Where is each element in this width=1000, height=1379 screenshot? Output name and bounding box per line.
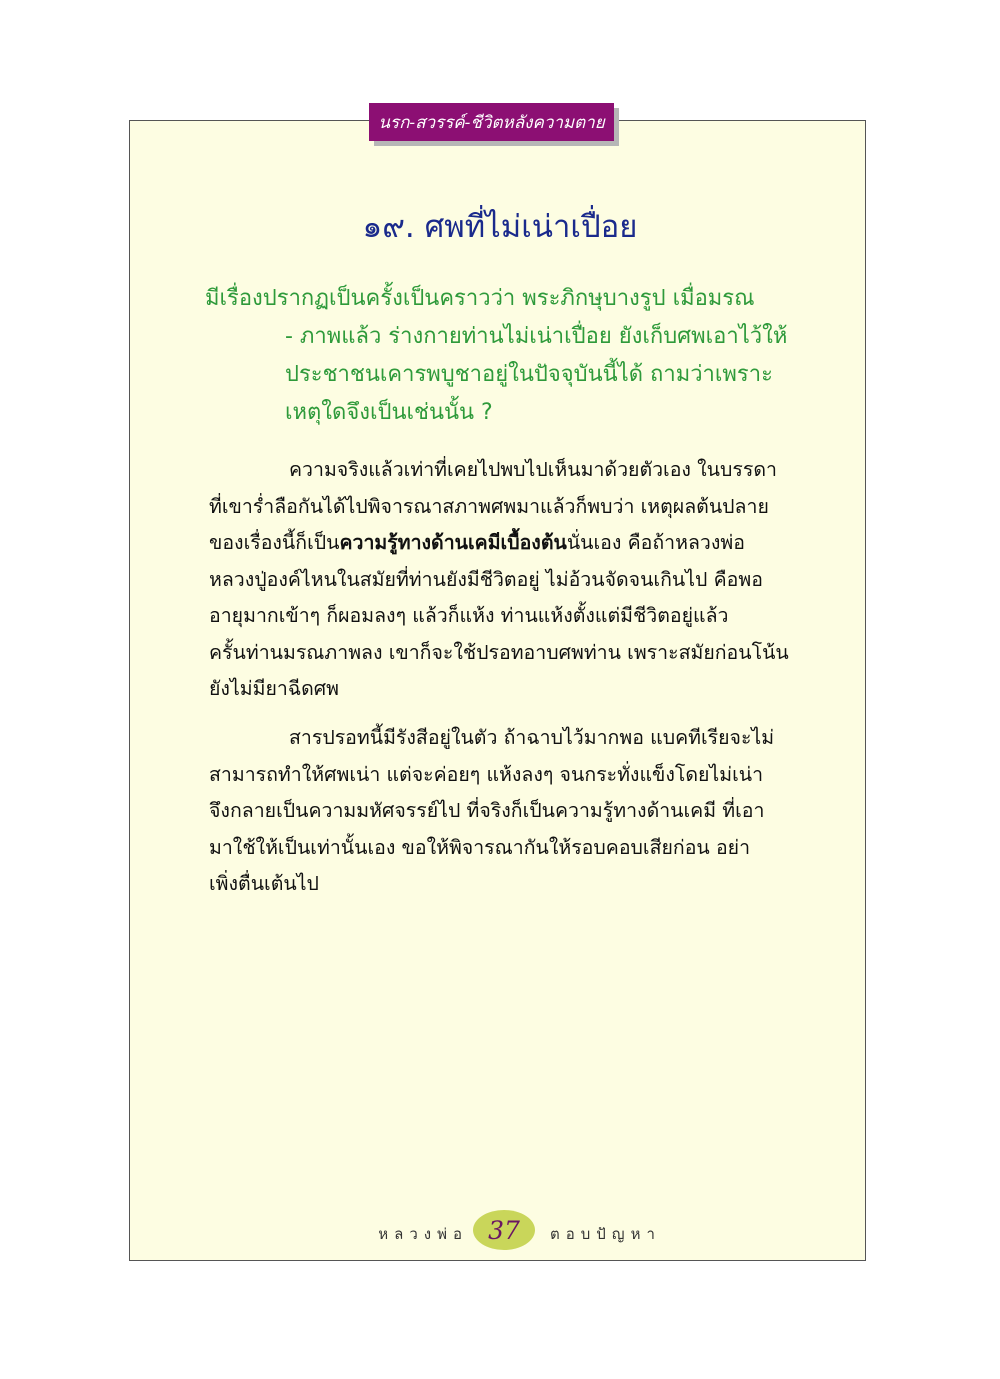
section-title: นรก-สวรรค์-ชีวิตหลังความตาย: [378, 112, 605, 133]
paragraph-line: ครั้นท่านมรณภาพลง เขาก็จะใช้ปรอทอาบศพท่าน เพราะสมัยก่อนโน้น: [209, 640, 789, 664]
paragraph-text: ของเรื่องนี้ก็เป็น: [209, 531, 340, 554]
question-block: [205, 280, 795, 432]
paragraph-line: ความจริงแล้วเท่าที่เคยไปพบไปเห็นมาด้วยตัวเอง ในบรรดา: [289, 458, 777, 481]
section-header-tab: [369, 103, 614, 141]
question-line: มีเรื่องปรากฏเป็นครั้งเป็นคราวว่า พระภิกษุบางรูป เมื่อมรณ: [205, 286, 755, 311]
page-footer: [300, 1208, 700, 1256]
page-number-badge: [473, 1210, 535, 1250]
question-line: - ภาพแล้ว ร่างกายท่านไม่เน่าเปื่อย ยังเก็บศพเอาไว้ให้: [285, 324, 788, 349]
paragraph-line: เพิ่งตื่นเต้นไป: [209, 872, 319, 895]
chapter-title: ๑๙. ศพที่ไม่เน่าเปื่อย: [362, 209, 638, 245]
question-line: ประชาชนเคารพบูชาอยู่ในปัจจุบันนี้ได้ ถามว่าเพราะ: [285, 362, 773, 387]
page-number: 37: [488, 1215, 520, 1245]
answer-paragraph-1: [209, 452, 801, 708]
footer-book-title-left: หลวงพ่อ: [378, 1225, 468, 1243]
paragraph-line: หลวงปู่องค์ไหนในสมัยที่ท่านยังมีชีวิตอยู่ ไม่อ้วนจัดจนเกินไป คือพอ: [209, 567, 763, 591]
paragraph-line: มาใช้ให้เป็นเท่านั้นเอง ขอให้พิจารณากันให้รอบคอบเสียก่อน อย่า: [209, 835, 751, 859]
footer-book-title-right: ตอบปัญหา: [550, 1225, 661, 1243]
question-line: เหตุใดจึงเป็นเช่นนั้น ?: [285, 400, 493, 425]
paragraph-line: อายุมากเข้าๆ ก็ผอมลงๆ แล้วก็แห้ง ท่านแห้งตั้งแต่มีชีวิตอยู่แล้ว: [209, 604, 729, 627]
paragraph-line: ที่เขาร่ำลือกันได้ไปพิจารณาสภาพศพมาแล้วก็พบว่า เหตุผลต้นปลาย: [209, 494, 769, 518]
answer-paragraph-2: [209, 720, 801, 903]
paragraph-line: ยังไม่มียาฉีดศพ: [209, 677, 340, 700]
paragraph-line: [209, 525, 801, 562]
paragraph-text: นั่นเอง คือถ้าหลวงพ่อ: [566, 531, 745, 554]
paragraph-line: สามารถทำให้ศพเน่า แต่จะค่อยๆ แห้งลงๆ จนกระทั่งแข็งโดยไม่เน่า: [209, 762, 764, 786]
emphasis-text: ความรู้ทางด้านเคมีเบื้องต้น: [339, 531, 567, 554]
paragraph-line: สารปรอทนี้มีรังสีอยู่ในตัว ถ้าฉาบไว้มากพอ แบคทีเรียจะไม่: [289, 726, 775, 749]
paragraph-line: จึงกลายเป็นความมหัศจรรย์ไป ที่จริงก็เป็นความรู้ทางด้านเคมี ที่เอา: [209, 799, 765, 822]
